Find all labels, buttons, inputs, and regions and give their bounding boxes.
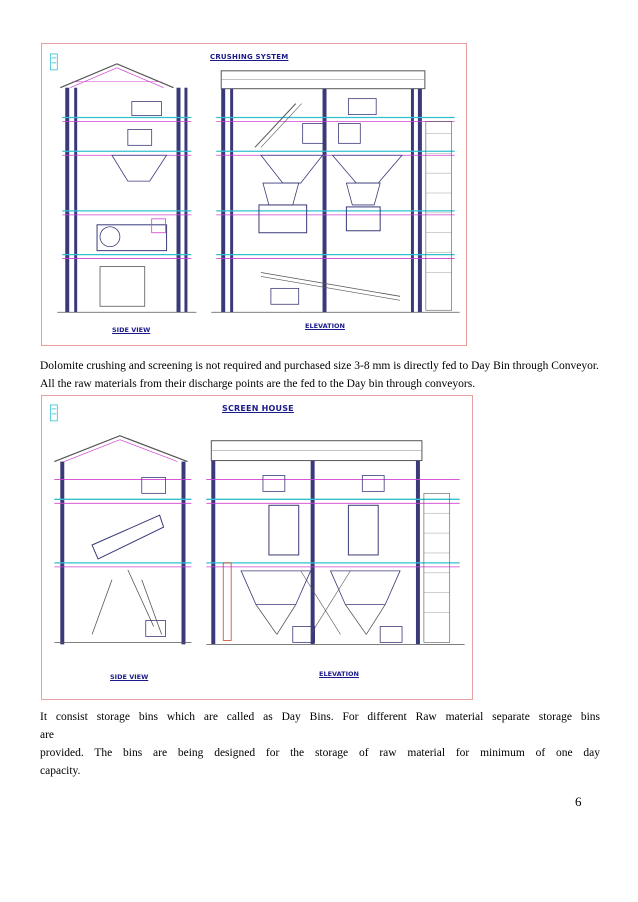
paragraph-dolomite <box>40 357 600 393</box>
paragraph-day-bins <box>40 708 600 780</box>
crushing-system-svg <box>42 44 466 345</box>
crushing-drawing-title: CRUSHING SYSTEM <box>210 53 289 61</box>
screen-house-drawing <box>41 395 473 700</box>
elevation-structure <box>206 441 464 645</box>
crushing-system-drawing <box>41 43 467 346</box>
paragraph-line: Dolomite crushing and screening is not required and purchased size 3-8 mm is directly fed to Day Bin through Conveyor. <box>40 360 599 372</box>
screen-side-view-label: SIDE VIEW <box>110 673 149 681</box>
screen-house-svg <box>42 396 472 699</box>
elevation-structure <box>211 71 459 312</box>
drawing-logo <box>50 54 57 70</box>
drawing-logo <box>50 405 57 421</box>
paragraph-line: provided. The bins are being designed for the storage of raw material for minimum of one day capacity. <box>40 747 600 777</box>
side-view-structure <box>57 64 196 312</box>
crushing-side-view-label: SIDE VIEW <box>112 326 151 334</box>
side-view-structure <box>54 436 191 645</box>
page-number: 6 <box>575 794 582 809</box>
paragraph-line: All the raw materials from their discharge points are the fed to the Day bin through conveyors. <box>40 378 476 390</box>
screen-drawing-title: SCREEN HOUSE <box>222 404 294 413</box>
screen-elevation-label: ELEVATION <box>319 670 359 678</box>
paragraph-line: It consist storage bins which are called as Day Bins. For different Raw material separate storage bins are <box>40 711 600 741</box>
crushing-elevation-label: ELEVATION <box>305 322 345 330</box>
